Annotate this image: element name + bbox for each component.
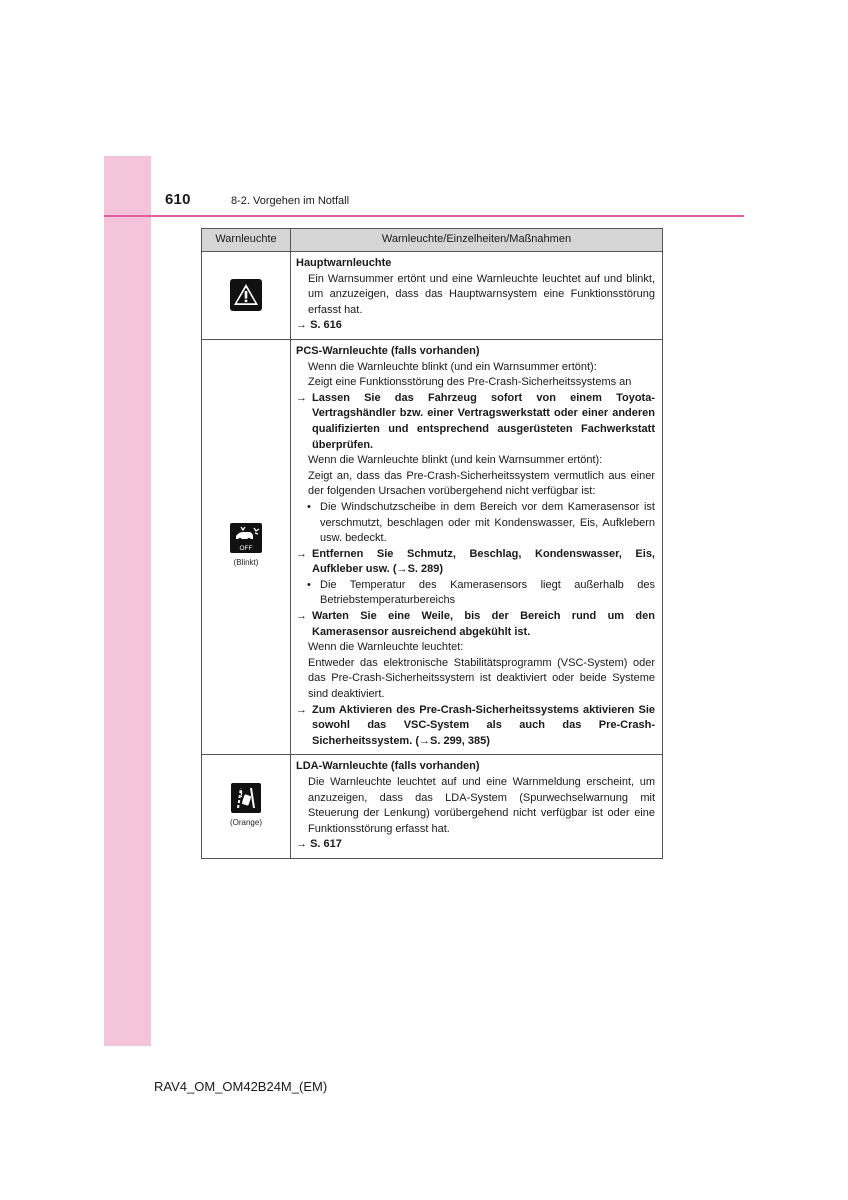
header-rule bbox=[104, 215, 744, 217]
paragraph: Entweder das elektronische Stabilitätsprogramm (VSC-System) oder das Pre-Crash-Sicherheitssystem ist deaktiviert oder beide Systeme sind deaktiviert. bbox=[308, 656, 655, 701]
page-reference: → S. 616 bbox=[296, 319, 342, 332]
icon-caption: (Orange) bbox=[229, 817, 262, 827]
paragraph: Wenn die Warnleuchte leuchtet: bbox=[308, 641, 464, 654]
action-item: → Zum Aktivieren des Pre-Crash-Sicherheitssystems aktivieren Sie sowohl das VSC-System als auch das Pre-Crash-Sicherheitssystem. (→S. 299, 385) bbox=[296, 703, 655, 747]
row-description: Ein Warnsummer ertönt und eine Warnleuchte leuchtet auf und blinkt, um anzuzeigen, dass das Hauptwarnsystem eine Funktionsstörung erfasst hat. bbox=[308, 272, 655, 316]
details-cell bbox=[291, 339, 663, 754]
paragraph: Zeigt eine Funktionsstörung des Pre-Crash-Sicherheitssystems an bbox=[308, 376, 632, 389]
action-item: → Warten Sie eine Weile, bis der Bereich rund um den Kamerasensor ausreichend abgekühlt ist. bbox=[296, 610, 655, 638]
pcs-off-icon bbox=[230, 523, 262, 553]
row-title: LDA-Warnleuchte (falls vorhanden) bbox=[296, 760, 480, 773]
lda-lane-departure-icon bbox=[231, 783, 261, 813]
icon-caption: (Blinkt) bbox=[233, 558, 259, 568]
side-tab-band bbox=[104, 156, 151, 1046]
table-row-master-warning bbox=[202, 252, 663, 340]
icon-cell bbox=[202, 252, 291, 340]
column-header-details: Warnleuchte/Einzelheiten/Maßnahmen bbox=[291, 229, 663, 252]
row-description: Die Warnleuchte leuchtet auf und eine Warnmeldung erscheint, um anzuzeigen, dass das LDA-System (Spurwechselwarnung mit Steuerung der Lenkung) vorübergehend nicht verfügbar ist oder eine Funktionsstörung erfasst hat. bbox=[308, 776, 655, 835]
row-title: Hauptwarnleuchte bbox=[296, 257, 392, 269]
paragraph: Wenn die Warnleuchte blinkt (und kein Warnsummer ertönt): bbox=[308, 454, 603, 467]
page-reference: → S. 617 bbox=[296, 838, 342, 851]
document-code: RAV4_OM_OM42B24M_(EM) bbox=[154, 1079, 328, 1094]
svg-text:!: ! bbox=[239, 788, 243, 799]
action-item: → Lassen Sie das Fahrzeug sofort von einem Toyota-Vertragshändler bzw. einer Vertragswerkstatt oder einer anderen qualifizierten und entsprechend ausgerüsteten Fachwerkstatt überprüfen. bbox=[296, 391, 655, 451]
master-warning-triangle-icon bbox=[230, 279, 262, 311]
details-cell bbox=[291, 755, 663, 859]
icon-cell bbox=[202, 339, 291, 754]
table-header-row bbox=[202, 229, 663, 252]
action-item: → Entfernen Sie Schmutz, Beschlag, Kondenswasser, Eis, Aufkleber usw. (→S. 289) bbox=[296, 547, 655, 576]
page-number: 610 bbox=[165, 191, 191, 208]
pcs-off-label: OFF bbox=[239, 545, 253, 553]
table-row-pcs-warning bbox=[202, 339, 663, 754]
bullet-item: • Die Temperatur des Kamerasensors liegt außerhalb des Betriebstemperaturbereichs bbox=[307, 578, 655, 607]
icon-cell bbox=[202, 755, 291, 859]
paragraph: Zeigt an, dass das Pre-Crash-Sicherheitssystem vermutlich aus einer der folgenden Ursachen vorübergehend nicht verfügbar ist: bbox=[308, 469, 655, 498]
row-title: PCS-Warnleuchte (falls vorhanden) bbox=[296, 344, 480, 357]
warning-light-table bbox=[201, 228, 663, 859]
bullet-item: • Die Windschutzscheibe in dem Bereich vor dem Kamerasensor ist verschmutzt, beschlagen oder mit Kondenswasser, Eis, Aufklebern usw. bedeckt. bbox=[307, 500, 655, 545]
paragraph: Wenn die Warnleuchte blinkt (und ein Warnsummer ertönt): bbox=[308, 360, 597, 373]
details-cell bbox=[291, 252, 663, 340]
table-row-lda-warning bbox=[202, 755, 663, 859]
column-header-warnleuchte: Warnleuchte bbox=[202, 229, 291, 252]
section-title: 8-2. Vorgehen im Notfall bbox=[231, 195, 350, 207]
